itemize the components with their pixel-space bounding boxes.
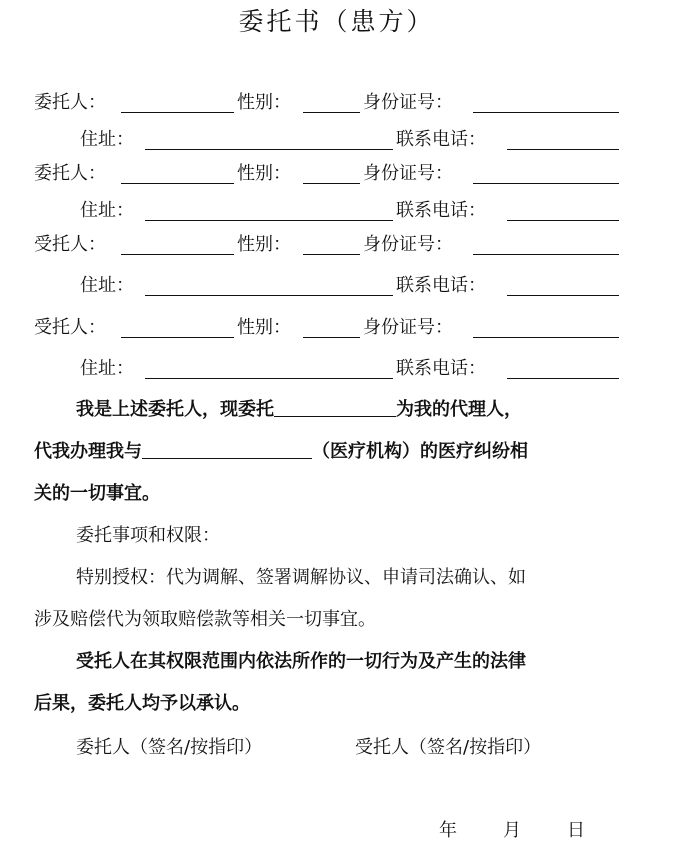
address-label: 住址： bbox=[80, 275, 134, 296]
address-field[interactable] bbox=[145, 295, 393, 296]
declaration-text: 为我的代理人， bbox=[396, 399, 522, 420]
name-field[interactable] bbox=[121, 254, 234, 255]
acknowledgement-text: 后果，委托人均予以承认。 bbox=[34, 693, 250, 714]
address-field[interactable] bbox=[145, 149, 393, 150]
address-label: 住址： bbox=[80, 358, 134, 379]
acknowledgement-text: 受托人在其权限范围内依法所作的一切行为及产生的法律 bbox=[76, 651, 526, 672]
id-field[interactable] bbox=[473, 337, 619, 338]
address-row-3 bbox=[0, 275, 673, 297]
id-field[interactable] bbox=[473, 183, 619, 184]
address-field[interactable] bbox=[145, 378, 393, 379]
gender-field[interactable] bbox=[303, 183, 360, 184]
phone-label: 联系电话： bbox=[396, 275, 486, 296]
gender-label: 性别： bbox=[237, 163, 291, 184]
declaration-text: 关的一切事宜。 bbox=[34, 483, 160, 504]
party-row-4 bbox=[0, 317, 673, 339]
address-field[interactable] bbox=[145, 220, 393, 221]
special-authorization-paragraph bbox=[34, 557, 644, 641]
declaration-paragraph bbox=[34, 389, 644, 515]
address-label: 住址： bbox=[80, 129, 134, 150]
authority-heading bbox=[34, 515, 644, 557]
id-label: 身份证号： bbox=[363, 92, 453, 113]
address-row-1 bbox=[0, 129, 673, 151]
phone-label: 联系电话： bbox=[396, 200, 486, 221]
date-day: 日 bbox=[567, 820, 585, 841]
party-role-label: 委托人： bbox=[34, 163, 106, 184]
phone-field[interactable] bbox=[507, 220, 619, 221]
date-year: 年 bbox=[439, 820, 457, 841]
principal-signature[interactable]: 委托人（签名/按指印） bbox=[76, 737, 263, 758]
special-authorization-text: 特别授权：代为调解、签署调解协议、申请司法确认、如 bbox=[76, 567, 526, 588]
party-row-1 bbox=[0, 92, 673, 114]
gender-field[interactable] bbox=[303, 112, 360, 113]
id-label: 身份证号： bbox=[363, 317, 453, 338]
declaration-text: 我是上述委托人，现委托 bbox=[76, 399, 274, 420]
gender-label: 性别： bbox=[237, 317, 291, 338]
declaration-text: 代我办理我与 bbox=[34, 441, 142, 462]
name-field[interactable] bbox=[121, 183, 234, 184]
medical-institution-field[interactable] bbox=[142, 438, 312, 459]
gender-label: 性别： bbox=[237, 92, 291, 113]
phone-label: 联系电话： bbox=[396, 129, 486, 150]
name-field[interactable] bbox=[121, 337, 234, 338]
address-label: 住址： bbox=[80, 200, 134, 221]
name-field[interactable] bbox=[121, 112, 234, 113]
gender-label: 性别： bbox=[237, 234, 291, 255]
date-month: 月 bbox=[503, 820, 521, 841]
acknowledgement-paragraph bbox=[34, 641, 644, 725]
gender-field[interactable] bbox=[303, 254, 360, 255]
id-label: 身份证号： bbox=[363, 163, 453, 184]
special-authorization-text: 涉及赔偿代为领取赔偿款等相关一切事宜。 bbox=[34, 609, 376, 630]
party-row-3 bbox=[0, 234, 673, 256]
phone-field[interactable] bbox=[507, 295, 619, 296]
phone-field[interactable] bbox=[507, 378, 619, 379]
party-role-label: 受托人： bbox=[34, 234, 106, 255]
declaration-text: （医疗机构）的医疗纠纷相 bbox=[312, 441, 528, 462]
id-label: 身份证号： bbox=[363, 234, 453, 255]
id-field[interactable] bbox=[473, 112, 619, 113]
agent-name-field[interactable] bbox=[274, 396, 396, 417]
party-role-label: 委托人： bbox=[34, 92, 106, 113]
address-row-4 bbox=[0, 358, 673, 380]
document-title: 委托书（患方） bbox=[238, 7, 435, 36]
party-row-2 bbox=[0, 163, 673, 185]
id-field[interactable] bbox=[473, 254, 619, 255]
address-row-2 bbox=[0, 200, 673, 222]
authority-heading-text: 委托事项和权限： bbox=[76, 525, 220, 546]
phone-field[interactable] bbox=[507, 149, 619, 150]
gender-field[interactable] bbox=[303, 337, 360, 338]
party-role-label: 受托人： bbox=[34, 317, 106, 338]
agent-signature[interactable]: 受托人（签名/按指印） bbox=[355, 737, 542, 758]
phone-label: 联系电话： bbox=[396, 358, 486, 379]
